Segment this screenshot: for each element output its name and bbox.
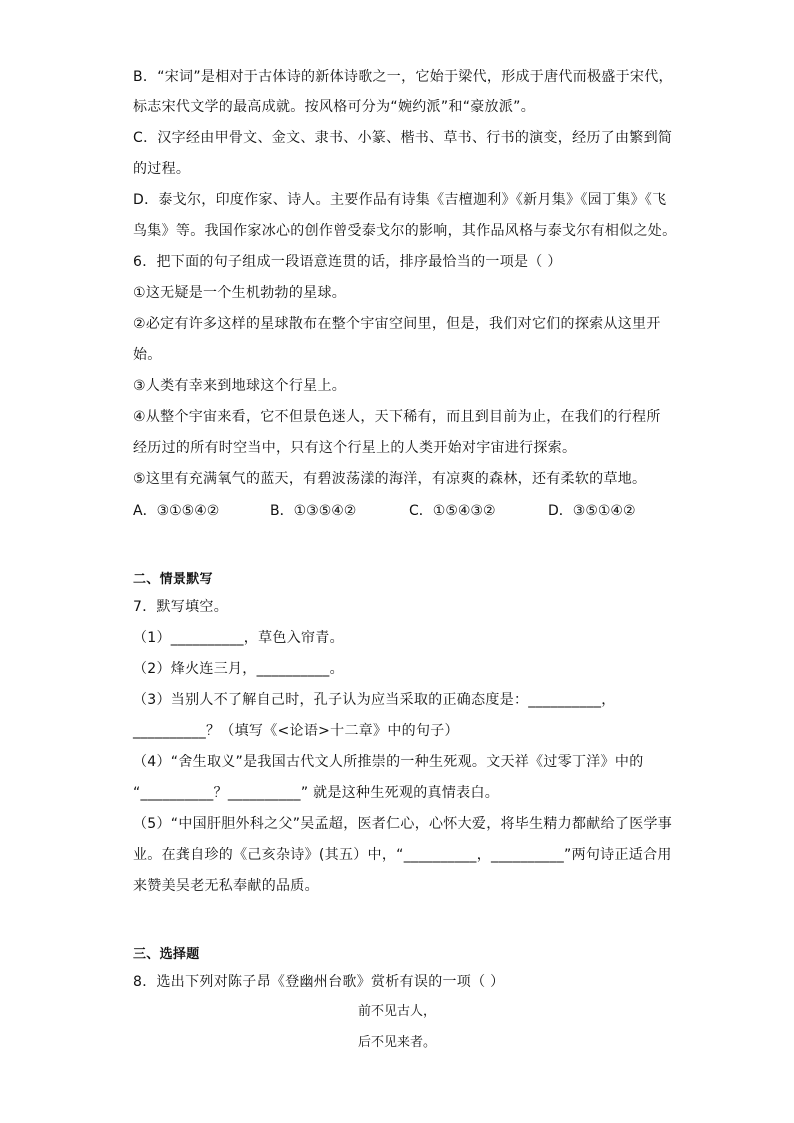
poem-line-1: 前不见古人， [357,1004,436,1019]
q6-sentence-3: ③人类有幸来到地球这个行星上。 [133,378,347,394]
section-heading-3: 三、选择题 [133,947,200,962]
q5-option-c-line2: 的过程。 [133,161,191,177]
q6-stem: 6．把下面的句子组成一段语意连贯的话，排序最恰当的一项是（ ） [133,254,562,270]
q6-option-b: B．①③⑤④② [270,503,357,519]
q6-options [133,501,673,521]
q7-item-5-line3: 来赞美吴老无私奉献的品质。 [133,878,319,894]
q7-item-2: （2）烽火连三月，__________。 [133,661,344,677]
q7-item-3-line1: （3）当别人不了解自己时，孔子认为应当采取的正确态度是：__________， [133,692,616,708]
q5-option-b-line1: B．“宋词”是相对于古体诗的新体诗歌之一，它始于梁代，形成于唐代而极盛于宋代， [133,69,673,85]
q5-option-d-line1: D．泰戈尔，印度作家、诗人。主要作品有诗集《吉檀迦利》《新月集》《园丁集》《飞 [133,192,667,208]
q7-stem: 7．默写填空。 [133,599,229,615]
poem-line-2: 后不见来者。 [357,1035,436,1050]
q7-item-5-line2: 业。在龚自珍的《己亥杂诗》(其五）中，“__________，__________”两句诗正适合用 [133,847,672,863]
q6-option-d: D．③⑤①④② [548,503,636,519]
q7-item-1: （1）__________，草色入帘青。 [133,630,344,646]
q5-option-c-line1: C．汉字经由甲骨文、金文、隶书、小篆、楷书、草书、行书的演变，经历了由繁到简 [133,130,673,146]
q8-stem: 8．选出下列对陈子昂《登幽州台歌》赏析有误的一项（ ） [133,974,505,990]
q7-item-5-line1: （5）“中国肝胆外科之父”吴孟超，医者仁心，心怀大爱，将毕生精力都献给了医学事 [133,816,673,832]
q5-option-d-line2: 鸟集》等。我国作家冰心的创作曾受泰戈尔的影响，其作品风格与泰戈尔有相似之处。 [133,223,677,239]
section-heading-2: 二、情景默写 [133,572,213,587]
q7-item-4-line2: “__________？__________” 就是这种生死观的真情表白。 [133,785,500,801]
q6-sentence-4-line1: ④从整个宇宙来看，它不但景色迷人，天下稀有，而且到目前为止，在我们的行程所 [133,409,661,425]
q6-option-a: A．③①⑤④② [133,503,220,519]
q6-option-c: C．①⑤④③② [409,503,496,519]
q7-item-3-line2: __________？（填写《<论语>十二章》中的句子） [133,723,459,739]
q7-item-4-line1: （4）“舍生取义”是我国古代文人所推崇的一种生死观。文天祥《过零丁洋》中的 [133,754,644,770]
q6-sentence-5: ⑤这里有充满氧气的蓝天，有碧波荡漾的海洋，有凉爽的森林，还有柔软的草地。 [133,471,647,487]
q6-sentence-1: ①这无疑是一个生机勃勃的星球。 [133,285,347,301]
q6-sentence-2-line1: ②必定有许多这样的星球散布在整个宇宙空间里，但是，我们对它们的探索从这里开 [133,316,661,332]
q6-sentence-2-line2: 始。 [133,347,162,363]
q5-option-b-line2: 标志宋代文学的最高成就。按风格可分为“婉约派”和“豪放派”。 [133,99,536,115]
q6-sentence-4-line2: 经历过的所有时空当中，只有这个行星上的人类开始对宇宙进行探索。 [133,440,577,456]
